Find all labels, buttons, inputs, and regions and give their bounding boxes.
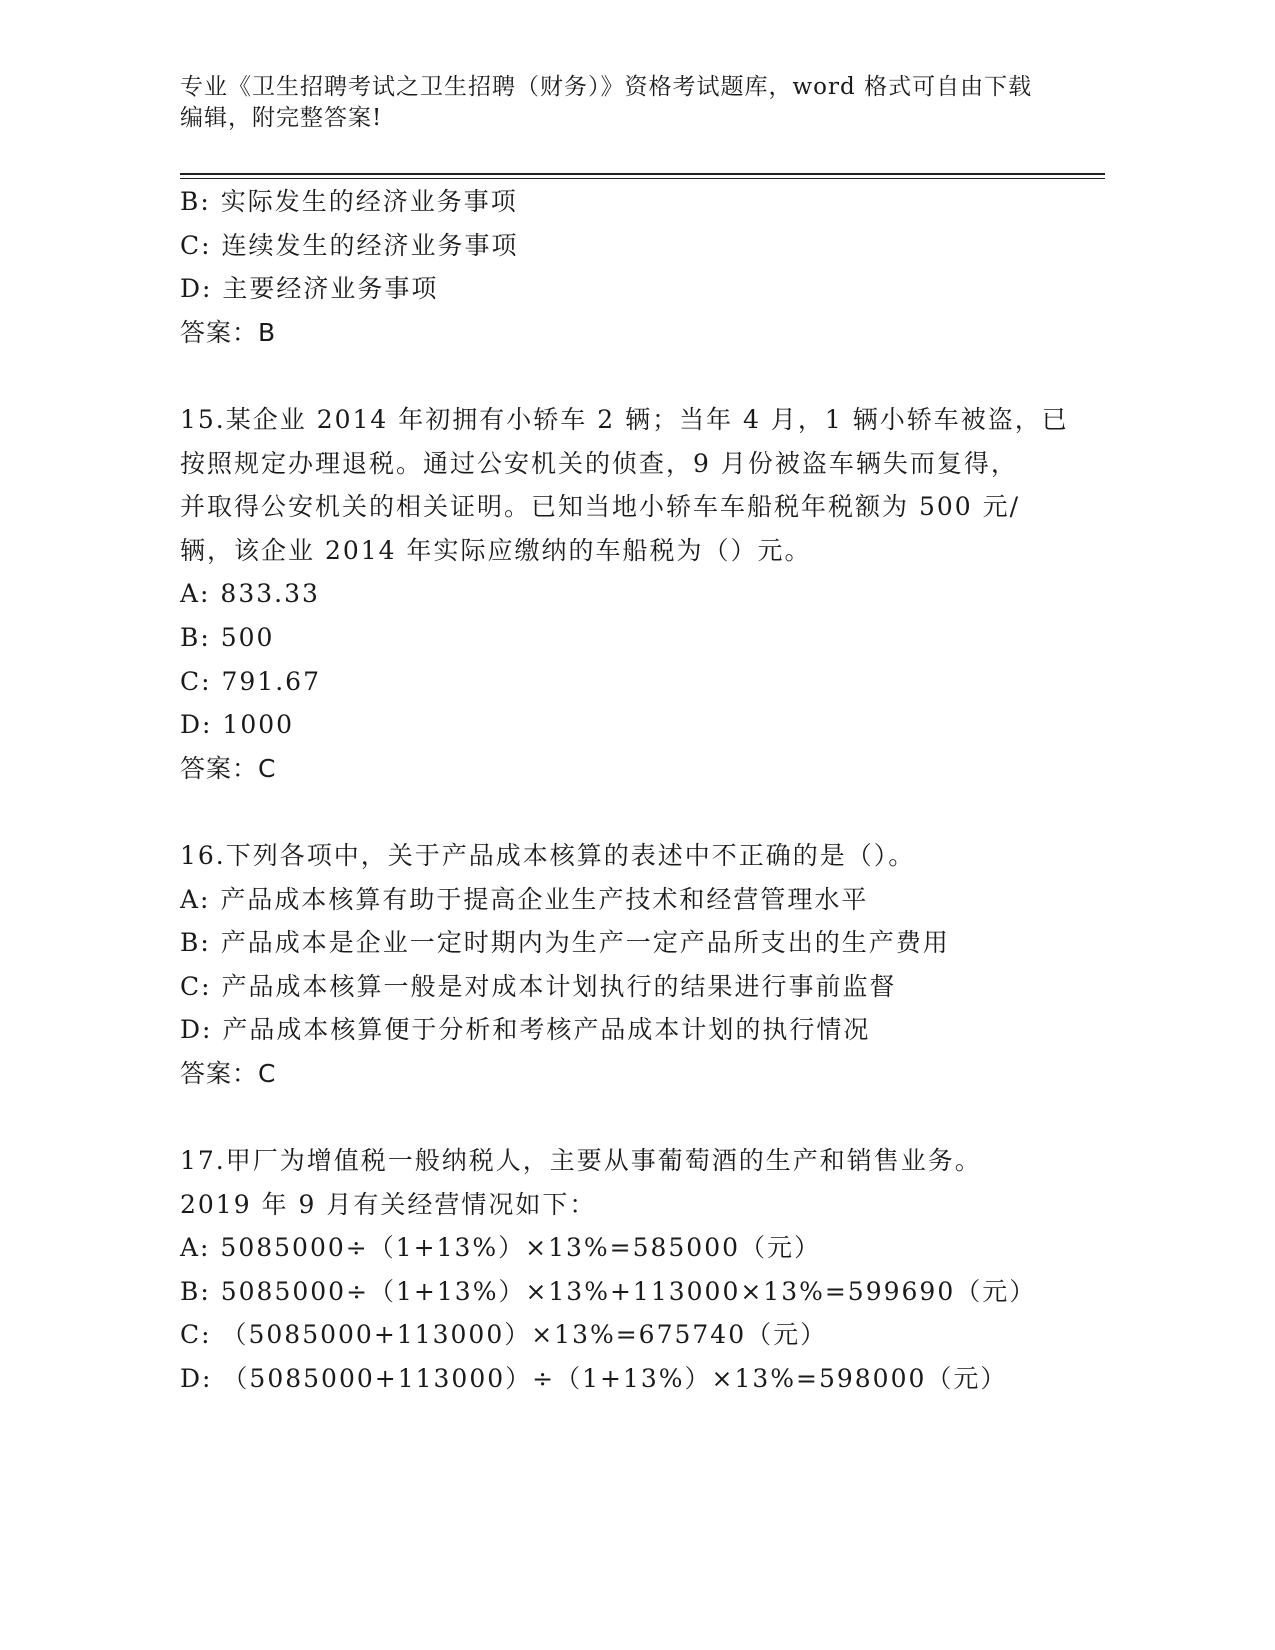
option-c: C: （5085000+113000）×13%=675740（元） <box>180 1320 828 1350</box>
option-d: D: 产品成本核算便于分析和考核产品成本计划的执行情况 <box>180 1015 871 1045</box>
spacer <box>180 790 1080 834</box>
question-stem-line: 17.甲厂为增值税一般纳税人，主要从事葡萄酒的生产和销售业务。 <box>180 1146 982 1176</box>
header-line-1: 专业《卫生招聘考试之卫生招聘（财务）》资格考试题库，word 格式可自由下载 <box>180 74 1033 100</box>
option-b: B: 500 <box>180 622 275 652</box>
question-15 <box>180 398 1080 790</box>
document-body <box>180 180 1080 1401</box>
question-stem-line: 并取得公安机关的相关证明。已知当地小轿车车船税年税额为 500 元/ <box>180 492 1021 522</box>
question-stem-line: 辆，该企业 2014 年实际应缴纳的车船税为（）元。 <box>180 535 812 565</box>
question-stem-line: 2019 年 9 月有关经营情况如下： <box>180 1189 597 1219</box>
option-b: B: 实际发生的经济业务事项 <box>180 187 518 216</box>
question-16 <box>180 834 1080 1096</box>
option-a: A: 5085000÷（1+13%）×13%=585000（元） <box>180 1233 822 1263</box>
spacer <box>180 354 1080 398</box>
option-a: A: 产品成本核算有助于提高企业生产技术和经营管理水平 <box>180 884 869 914</box>
question-stem-line: 15.某企业 2014 年初拥有小轿车 2 辆；当年 4 月，1 辆小轿车被盗，已 <box>180 404 1069 434</box>
option-a: A: 833.33 <box>180 579 320 609</box>
option-d: D: 主要经济业务事项 <box>180 274 439 304</box>
header-rule-thick <box>180 173 1105 175</box>
question-14 <box>180 180 1080 354</box>
question-stem-line: 按照规定办理退税。通过公安机关的侦查，9 月份被盗车辆失而复得， <box>180 448 1018 478</box>
answer: 答案：C <box>180 753 277 783</box>
document-header <box>180 72 1040 134</box>
option-c: C: 产品成本核算一般是对成本计划执行的结果进行事前监督 <box>180 971 897 1001</box>
question-17 <box>180 1139 1080 1401</box>
answer: 答案：B <box>180 317 277 347</box>
header-rule-thin <box>180 178 1105 179</box>
option-b: B: 5085000÷（1+13%）×13%+113000×13%=599690（元） <box>180 1276 1037 1306</box>
option-d: D: （5085000+113000）÷（1+13%）×13%=598000（元） <box>180 1364 1008 1394</box>
option-d: D: 1000 <box>180 710 295 740</box>
question-stem-line: 16.下列各项中，关于产品成本核算的表述中不正确的是（）。 <box>180 840 916 870</box>
option-c: C: 791.67 <box>180 666 321 696</box>
answer: 答案：C <box>180 1058 277 1088</box>
option-b: B: 产品成本是企业一定时期内为生产一定产品所支出的生产费用 <box>180 928 950 958</box>
option-c: C: 连续发生的经济业务事项 <box>180 230 519 260</box>
header-line-2: 编辑，附完整答案! <box>180 105 383 131</box>
spacer <box>180 1095 1080 1139</box>
